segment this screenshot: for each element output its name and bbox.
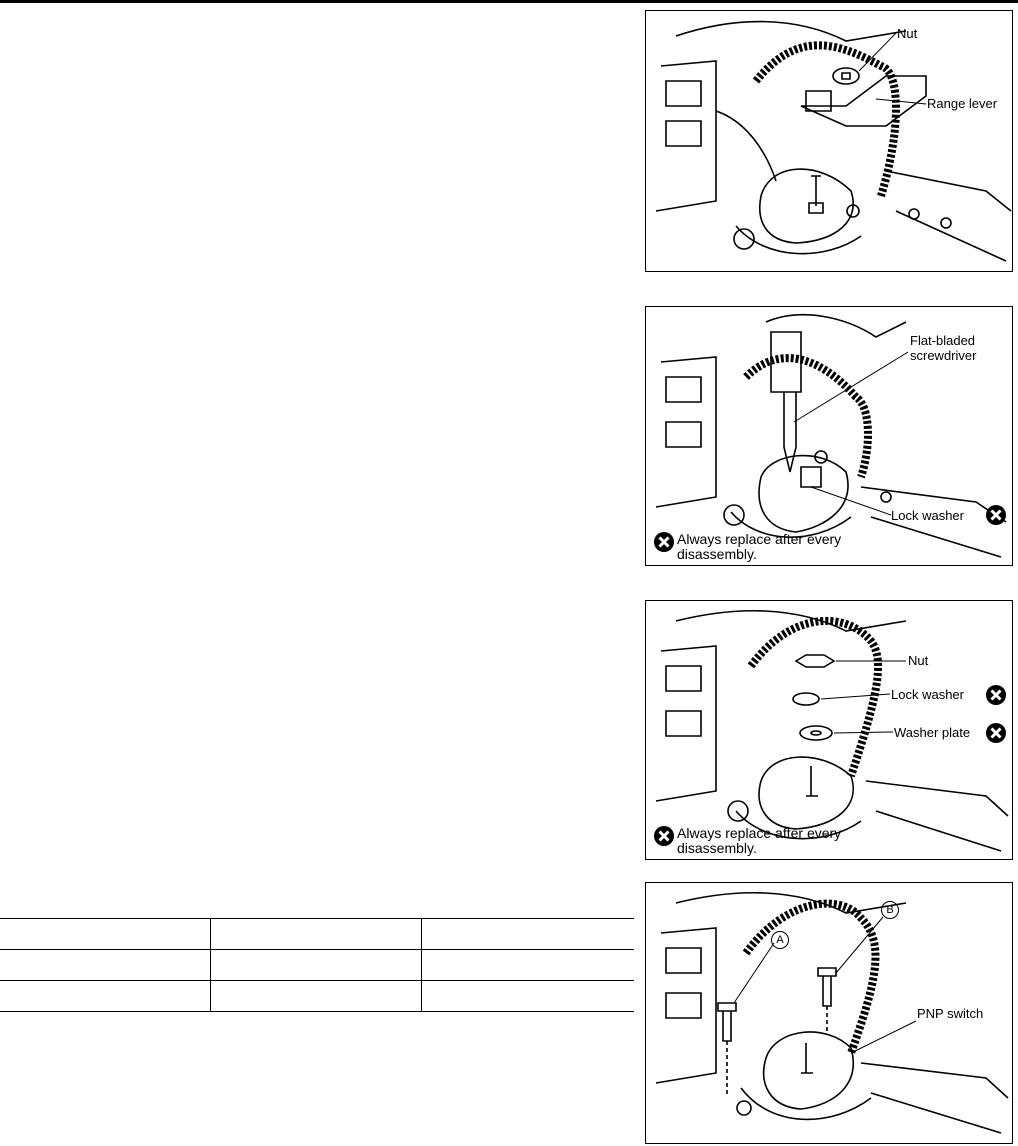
label-nut: Nut [908, 653, 929, 668]
replace-x-icon [986, 505, 1006, 525]
label-washer-plate: Washer plate [894, 725, 971, 740]
replace-note: Always replace after every disassembly. [677, 825, 842, 856]
label-range-lever: Range lever [927, 96, 998, 111]
marker-b-callout: B [881, 901, 899, 919]
table-row [0, 950, 634, 981]
label-lock-washer: Lock washer [891, 687, 964, 702]
leader-lines [646, 307, 1013, 566]
table-cell [422, 919, 635, 950]
table-cell [211, 950, 422, 981]
replace-x-icon [986, 685, 1006, 705]
figure-lock-washer-bend [645, 306, 1013, 566]
figure-parts-exploded [645, 600, 1013, 860]
table-cell [0, 919, 211, 950]
label-lock-washer: Lock washer [891, 508, 964, 523]
table-row [0, 981, 634, 1012]
replace-x-icon [986, 723, 1006, 743]
data-table [0, 918, 634, 1012]
marker-a-callout: A [771, 931, 789, 949]
table-cell [211, 981, 422, 1012]
top-rule [0, 0, 1018, 3]
table-cell [0, 950, 211, 981]
table-cell [422, 950, 635, 981]
replace-x-icon [654, 532, 674, 552]
label-nut: Nut [897, 26, 918, 41]
replace-note: Always replace after every disassembly. [677, 531, 842, 562]
label-flat-bladed-screwdriver: Flat-bladed screwdriver [910, 333, 977, 363]
figure-range-lever-removal [645, 10, 1013, 272]
table-row [0, 919, 634, 950]
table-cell [211, 919, 422, 950]
replace-x-icon [654, 826, 674, 846]
table-cell [422, 981, 635, 1012]
figure-pnp-switch-bolts [645, 882, 1013, 1144]
label-pnp-switch: PNP switch [917, 1006, 984, 1021]
leader-lines [646, 601, 1013, 860]
leader-lines [646, 11, 1013, 272]
table-cell [0, 981, 211, 1012]
